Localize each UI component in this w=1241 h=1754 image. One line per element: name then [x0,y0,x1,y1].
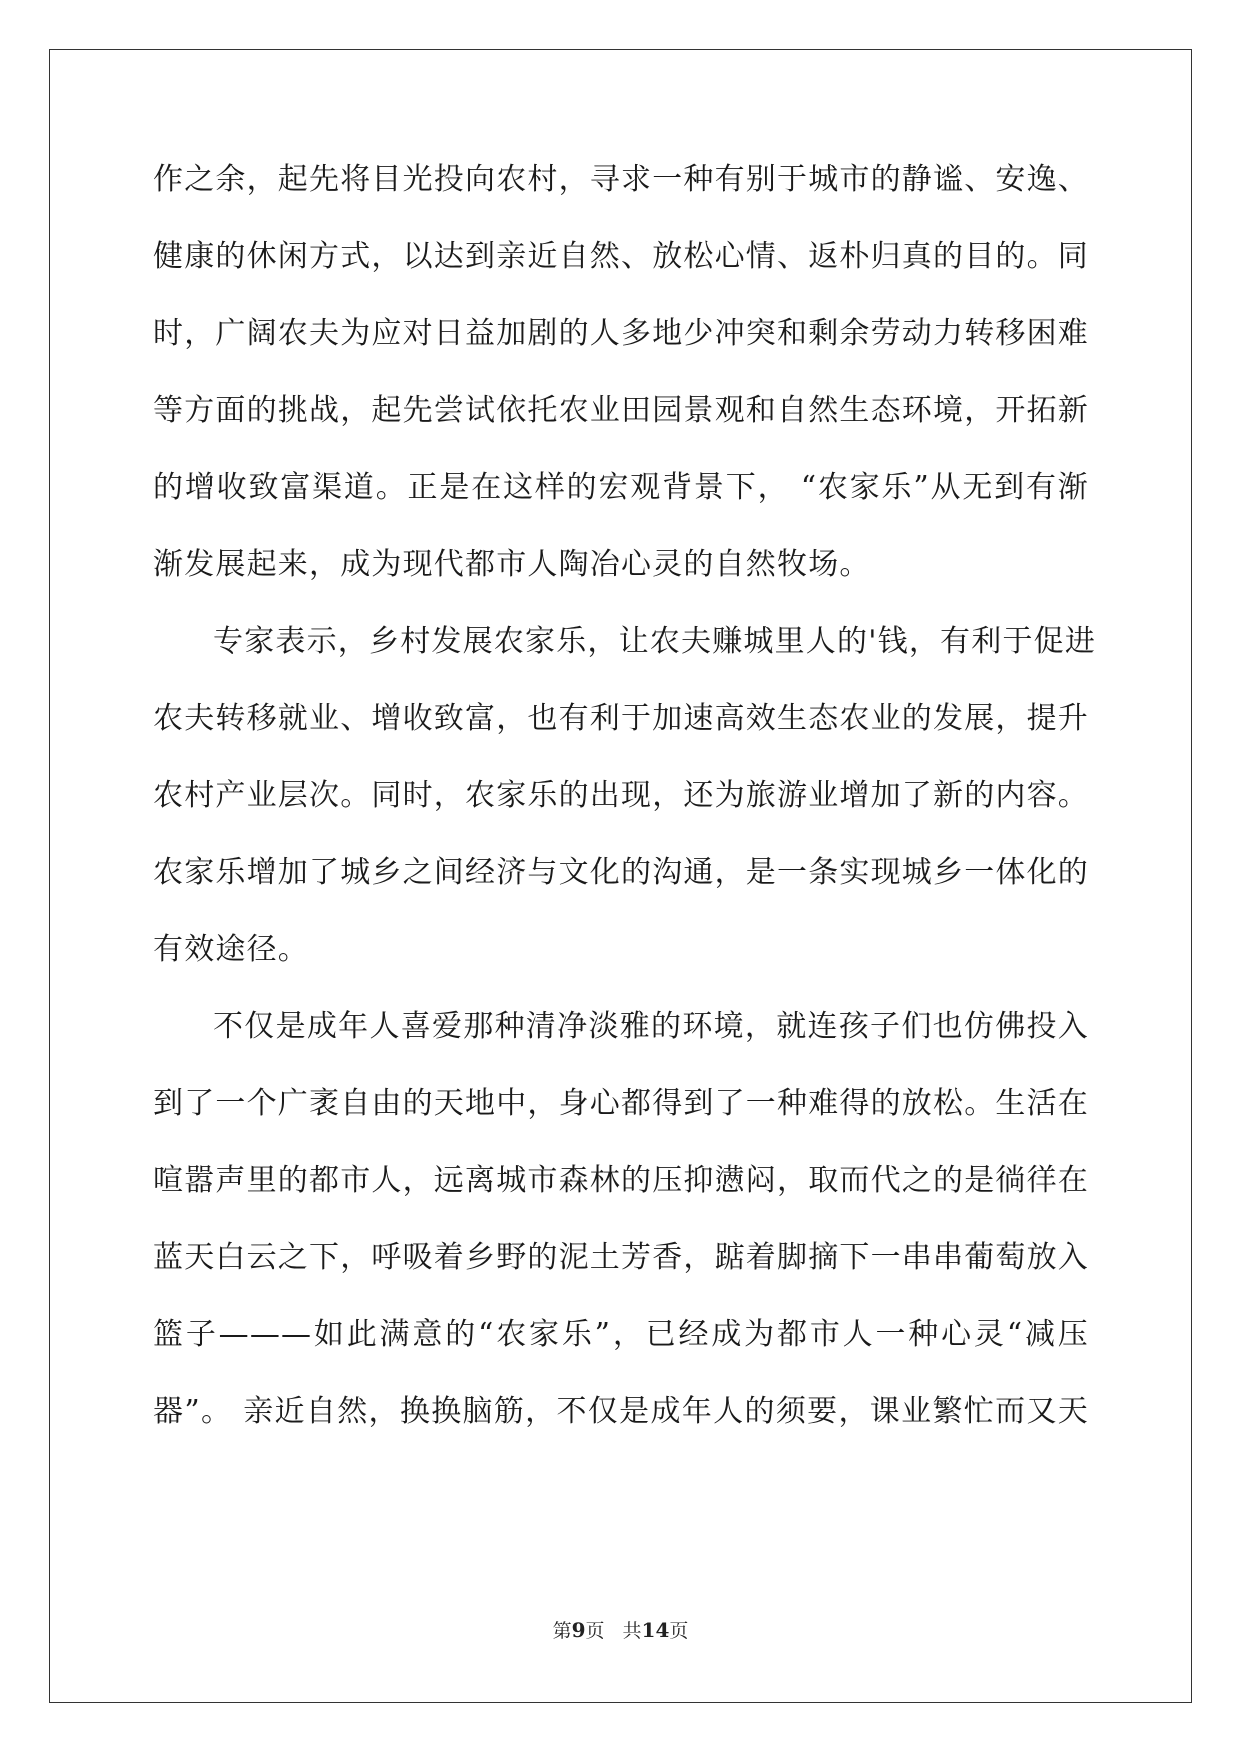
total-pages: 14 [641,1618,670,1642]
text-line: 渐发展起来，成为现代都市人陶冶心灵的自然牧场。 [153,547,871,582]
text-line: 健康的休闲方式，以达到亲近自然、放松心情、返朴归真的目的。同 [153,239,1089,274]
text-line: 等方面的挑战，起先尝试依托农业田园景观和自然生态环境，开拓新 [153,393,1089,428]
text-line: 不仅是成年人喜爱那种清净淡雅的环境，就连孩子们也仿佛投入 [213,1009,1089,1044]
text-line: 到了一个广袤自由的天地中，身心都得到了一种难得的放松。生活在 [153,1086,1089,1121]
text-line: 专家表示，乡村发展农家乐，让农夫赚城里人的'钱，有利于促进 [213,624,1097,659]
total-prefix: 共 [622,1620,642,1642]
page-prefix: 第 [552,1620,572,1642]
page-footer [0,1616,1241,1643]
page-number: 9 [571,1618,586,1642]
text-line: 时，广阔农夫为应对日益加剧的人多地少冲突和剩余劳动力转移困难 [153,316,1089,351]
page-suffix: 页 [585,1620,605,1642]
paragraph-1 [153,153,1089,615]
text-line: 器”。 亲近自然，换换脑筋，不仅是成年人的须要，课业繁忙而又天 [153,1394,1089,1429]
text-line: 篮子———如此满意的“农家乐”，已经成为都市人一种心灵“减压 [153,1317,1089,1352]
text-line: 蓝天白云之下，呼吸着乡野的泥土芳香，踮着脚摘下一串串葡萄放入 [153,1240,1089,1275]
text-line: 有效途径。 [153,932,309,967]
text-line: 的增收致富渠道。正是在这样的宏观背景下， “农家乐”从无到有渐 [153,470,1089,505]
text-line: 农村产业层次。同时，农家乐的出现，还为旅游业增加了新的内容。 [153,778,1089,813]
document-body [153,153,1097,1462]
text-line: 作之余，起先将目光投向农村，寻求一种有别于城市的静谧、安逸、 [153,162,1089,197]
text-line: 农夫转移就业、增收致富，也有利于加速高效生态农业的发展，提升 [153,701,1089,736]
paragraph-3 [153,1000,1089,1462]
total-suffix: 页 [669,1620,689,1642]
text-line: 喧嚣声里的都市人，远离城市森林的压抑懑闷，取而代之的是徜徉在 [153,1163,1089,1198]
paragraph-2 [153,615,1097,1000]
text-line: 农家乐增加了城乡之间经济与文化的沟通，是一条实现城乡一体化的 [153,855,1089,890]
